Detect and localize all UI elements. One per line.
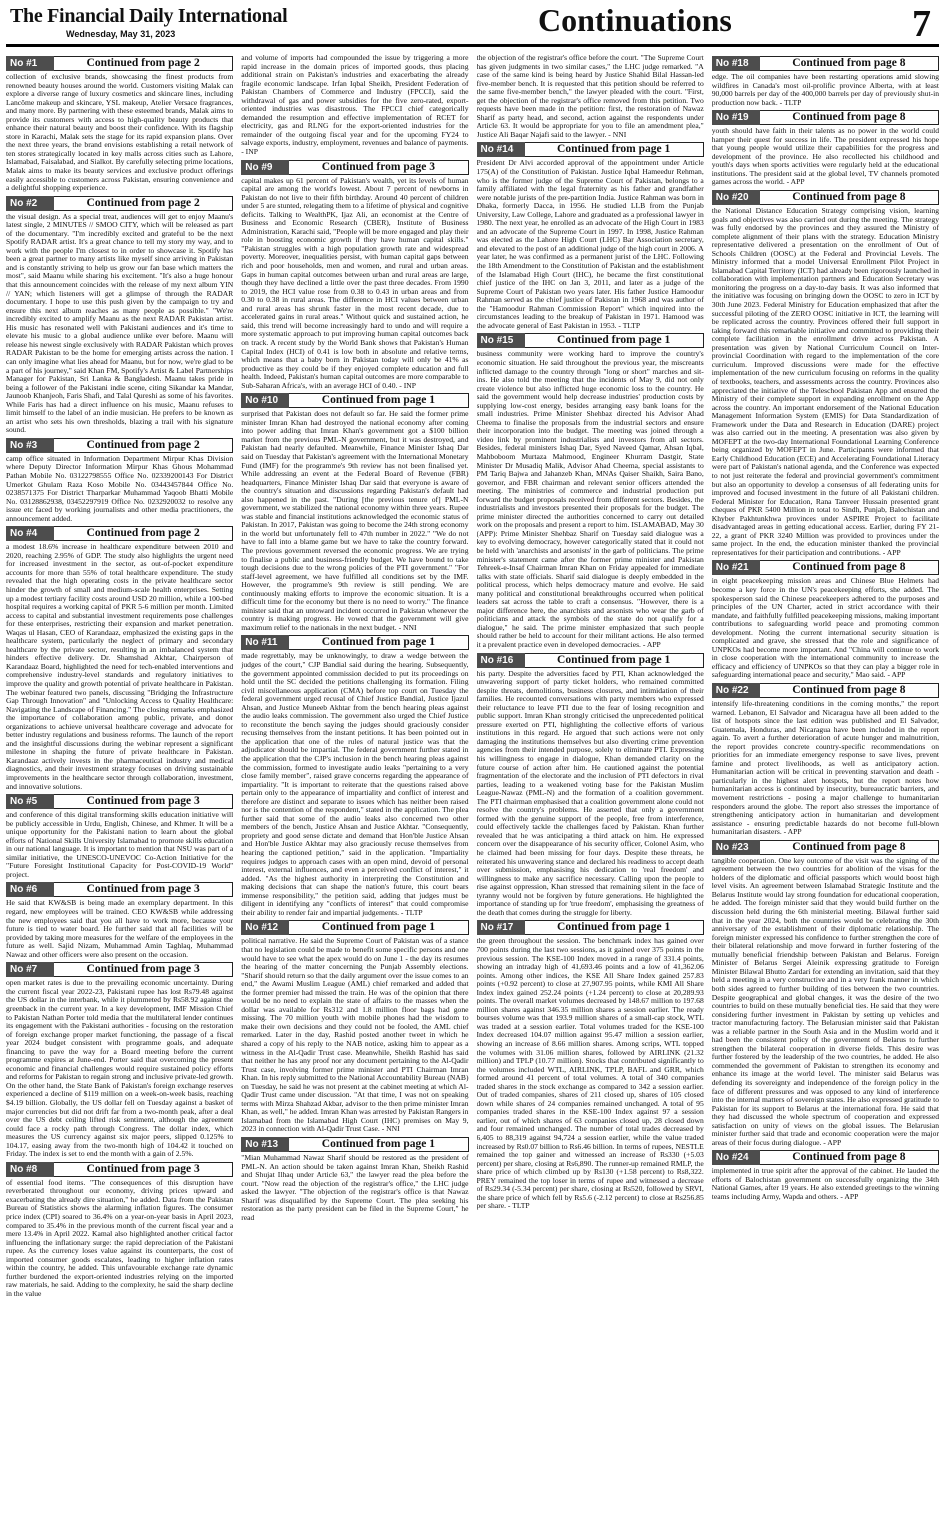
continued-article [477, 142, 704, 330]
continuation-header [6, 438, 233, 453]
continued-from-label: Continued from page 8 [760, 1150, 939, 1165]
article-body: youth should have faith in their talents as no power in the world could hamper their quest for success in life. The president expressed his hope that young people would utilize their capabilities for the progress and development of the province. He also recollected his childhood and youth's days when sports activities were regularly held at the educational institutions. The president said at the global level, TV channels promoted games across the world. - APP [711, 126, 939, 187]
continued-article [241, 54, 468, 157]
article-body: "Mian Muhammad Nawaz Sharif should be restored as the president of PML-N. An action should be taken against Imran Khan, Sheikh Rashid and Shujat Ilhaq under Article 63," the lawyer read the plea before the court. "Now read the objection of the registrar's office," the LHC judge asked the lawyer. "The objection of the registrar's office is that Nawaz Sharif was disqualified by the Supreme Court. The plea seeking his restoration as the party president can be filed in the Supreme Court," he read [241, 1152, 469, 1222]
continued-from-label: Continued from page 3 [289, 160, 468, 175]
article-body: in eight peacekeeping mission areas and Chinese Blue Helmets had become a key force in the UN's peacekeeping efforts, she added. The spokesperson said the Chinese peacekeepers adhered to the purposes and principles of the UN Charter, acted in strict accordance with their mandate, and faithfully fulfilled peacekeeping missions, making important contributions to safeguarding world peace and promoting common development. Noting the current international security situation is complicated and grave, she stressed that the role and significance of UNPKOs had become more important. And "China will continue to work in close cooperation with the international community to increase the efficacy and efficiency of UNPKOs so that they can play a bigger role in safeguarding international peace and security," Mao said. - APP [711, 576, 939, 680]
continued-from-label: Continued from page 2 [54, 56, 233, 71]
article-body: made regrettably, may be unknowingly, to draw a wedge between the judges of the court," CJP Bandial said during the hearing. Subsequently, the government appointed commission decided to put its proceedings on hold until the SC decided the petitions challenging its formation. Filing civil miscellaneous application (CMA) before top court on Tuesday the federal government urged recusal of Chief Justice Bandial, Justice Ijazul Ahsan, and Justice Muneeb Akhtar from the bench hearing pleas against the audio leaks commission. The government also urged the Chief Justice to reconstitute the bench saying the judges should graciously consider recusing themselves from the instant petitions. It has been pointed out in the application that one of the rules of natural justice was that the adjudicator should be impartial. The federal government further stated in the application that the CJP's inclusion in the bench hearing pleas against the commission, formed to investigate audio leaks "pertaining to a very close family member", raised grave concerns regarding the appearance of impartiality. "It is important to reiterate that the questions raised above pertain only to the appearance of impartiality and conflict of interest and therefore are distinct and separate to issues which has neither been raised nor is the contention of the respondent," stated in the application. The plea further said that some of the audio leaks also concerned two other members of the bench, Justice Ahsan and Justice Akhtar. "Consequently, propriety and good sense dictate and demand that Hon'ble Justice Ahsan and Hon'ble Justice Akhtar may also graciously recuse themselves from hearing the captioned petition," said in the application. "Impartiality requires judges to approach cases with an open mind, devoid of personal interest, external influences, and even a perceived conflict of interest," it added. "As the highest authority in interpreting the Constitution and making decisions that can shape the nation's future, this court bears immense responsibility," the petition said, adding that judges must be diligent in identifying any "conflicts of interest" that could compromise their ability to render fair and impartial judgements. - TLTP [241, 651, 469, 917]
continuation-header [477, 653, 704, 668]
continued-article [6, 56, 233, 193]
article-body: edge. The oil companies have been restarting operations amid slowing wildfires in Canada's most oil-prolific province Alberta, with at least 90,000 barrels per day of the 400,000 barrels per day of previously shut-in production now back. - TLTP [711, 72, 939, 107]
continued-from-label: Continued from page 3 [54, 882, 233, 897]
continued-article [712, 1150, 939, 1201]
article-number: No #13 [241, 1137, 289, 1152]
article-body: open market rates is due to the prevailing economic uncertainty. During the current fiscal year 2022-23, Pakistani rupee has lost Rs79.48 against the US dollar in the interbank, while it plummeted by Rs58.92 against the greenback in the current year. In a key development, IMF Mission Chief to Pakistan Nathan Porter told media that the multilateral lender continues its engagement with the Pakistani authorities - focusing on the restoration of foreign exchange proper market functioning, the passage of a fiscal year 2024 budget consistent with programme goals, and adequate financing to pave the way for a Board meeting before the current programme expires at June-end. Porter said that overcoming the present economic and financial challenges would require sustained policy efforts and reforms for Pakistan to regain strong and inclusive private-led growth. On the other hand, the State Bank of Pakistan's foreign exchange reserves experienced a decline of $119 million on a week-on-week basis, reaching $4.19 billion. Globally, the US dollar fell on Tuesday against a basket of major currencies but did not drift far from a two-month peak, after a deal over the US debt ceiling lifted risk sentiment, although the agreement could face a rocky path through Congress. The dollar index, which measures the US currency against six major peers, slipped 0.125% to 104.17, easing away from the two-month high of 104.42 it touched on Friday. The index is set to end the month with a gain of 2.5%. [6, 978, 234, 1159]
article-number: No #20 [712, 190, 760, 205]
continuation-header [477, 333, 704, 348]
continued-from-label: Continued from page 1 [525, 142, 704, 157]
continuation-header [712, 110, 939, 125]
article-number: No #14 [477, 142, 525, 157]
continued-from-label: Continued from page 1 [525, 920, 704, 935]
article-body: a modest 18.6% increase in healthcare expenditure between 2010 and 2020, reaching 2.95% of GDP. The study also highlights the urgent need for increased investment in the sector, as out-of-pocket expenditure accounts for more than 55% of total healthcare expenditure. The study revealed that the high operating costs in the private healthcare sector hinder the growth of small and medium-scale health enterprises. Setting up a modest tertiary facility costs around USD 20 million, while a 100-bed hospital requires a working capital of PKR 5-6 million per month. Limited access to capital and substantial investment requirements pose challenges for these enterprises, restricting their expansion and market penetration. Waqas ul Hasan, CEO of Karandaaz, emphasized the existing gaps in the healthcare system, particularly the neglect of primary and secondary healthcare by the private sector, resulting in an imbalanced system that hinders effective delivery. Dr. Shamshad Akhtar, Chairperson of Karandaaz Board, highlighted the need for tech-enabled interventions and comprehensive industry-level standards and regulatory initiatives to improve the quality and growth potential of private healthcare in Pakistan. The webinar featured two panels, discussing "Bridging the Infrastructure Gap Through Innovation" and "Unlocking Access to Quality Healthcare: Navigating the Landscape of Financing." The closing remarks emphasized the importance of collaboration among public, private, and donor organizations to achieve universal healthcare coverage and advocate for better industry regulations and business reforms. The launch of the report and the insightful discussions during the webinar represent a significant milestone in shaping the future of private healthcare in Pakistan. Karandaaz actively invests in the pharmaceutical industry and medical diagnostics, and their investment strategy focuses on driving sustainable improvements in the healthcare sector through collaboration, investment, and innovative solutions. [6, 542, 234, 791]
column-1 [6, 54, 233, 1529]
article-body: the objection of the registrar's office before the court. "The Supreme Court has given judgments in two similar cases," the LHC judge remarked. "A case of the same kind is being heard by Justice Shahid Bilal Hassan-led five-member bench. It is requested that this petition should be referred to the same five-member bench," the lawyer pleaded with the court. "First, get the objection of the registrar's office removed from this petition. Two requests have been made in the petition: first, the restoration of Nawaz Sharif as party head, and second, action against the respondents under Article 63. It would be appropriate for you to file an amendment plea," Justice Ali Baqar Najafi said to the lawyer. - NNI [476, 54, 704, 139]
continued-from-label: Continued from page 1 [289, 1137, 468, 1152]
continued-article [477, 653, 704, 918]
continued-article [477, 54, 704, 139]
continued-from-label: Continued from page 2 [54, 196, 233, 211]
article-columns [6, 54, 939, 1529]
continued-from-label: Continued from page 1 [289, 393, 468, 408]
issue-date: Wednesday, May 31, 2023 [66, 29, 176, 39]
continued-article [477, 920, 704, 1211]
continuation-header [6, 196, 233, 211]
article-number: No #10 [241, 393, 289, 408]
article-body: business community were working hard to improve the country's economic situation. He said throughout the previous year, the miscreants inflicted damage to the country through "long or short" marches and sit-ins. He also told the meeting that the incidents of May 9, did not only create violence but also inflicted huge economic loss to the country. He said the government would help decrease industries' production costs by supplying low-cost energy, besides arranging easy bank loans for the small industries. Prime Minister Shehbaz directed his Advisor Ahad Cheema to finalise the proposals from the industrial sectors and ensure their incorporation into the budget. The meeting was joined through a video link by prominent industrialists and investors from all sectors. Besides, federal ministers Ishaq Dar, Syed Naveed Qamar, Ahsan Iqbal, Mahboboom Murtaza Mahmood, Engineer Khurram Dastgir, State Minister Dr Musadiq Malik, Advisor Ahad Cheema, special assistants to PM Tariq Bajwa and Jahanzeb Khan, MNAs Qaiser Shaikh, Saira Bano, governor, and FBR chairman and relevant senior officers attended the meeting. The ministries of commerce and industrial production put forward the budget proposals received from different sectors. Besides, the industrialists and investors presented their proposals for the budget. The prime minister directed the authorities concerned to carry out detailed work on the proposals and present a report to him. ISLAMABAD, May 30 (APP): Prime Minister Shehbaz Sharif on Tuesday said dialogue was a key to evolving democracy, however categorically stated that it could not be held with 'anarchists and arsonists' in the garb of politicians. The prime minister's statement came after the former prime minister and Pakistan Tehreek-e-Insaf Chairman Imran Khan on Friday appealed for immediate talks with state officials. Sharif said dialogue is deeply embedded in the political process, which helps democracy mature and evolve. He said many political and constitutional breakthroughs occurred when political leaders sat across the table to craft a consensus. "However, there is a major difference here, the anarchists and arsonists who wear the garb of politicians and attack the symbols of the state do not qualify for a dialogue," he said. The prime minister emphasized that such people should rather be held to account for their militant actions. He also termed it a prevalent practice even in developed democracies. - APP [476, 349, 704, 649]
continued-article [6, 962, 233, 1158]
continued-from-label: Continued from page 8 [760, 190, 939, 205]
continued-article [6, 794, 233, 879]
continuation-header [712, 1150, 939, 1165]
continuation-header [712, 840, 939, 855]
article-number: No #8 [6, 1162, 54, 1177]
continuation-header [477, 920, 704, 935]
newspaper-name: The Financial Daily International [10, 5, 288, 27]
continued-from-label: Continued from page 8 [760, 110, 939, 125]
continued-from-label: Continued from page 8 [760, 560, 939, 575]
continued-article [6, 526, 233, 791]
section-title: Continuations [538, 2, 732, 38]
article-body: intensify life-threatening conditions in the coming months," the report warned. Lebanon, El Salvador and Nicaragua have all been added to the list of hotspots since the last edition was published and El Salvador, Guatemala, Honduras, and Nicaragua have been included in the report again. To avert a further deterioration of acute hunger and malnutrition, the report provides concrete country-specific recommendations on priorities for an immediate emergency response to save lives, prevent famine and protect livelihoods, as well as anticipatory action. Humanitarian action will be critical in preventing starvation and death - particularly in the highest alert hotspots, but the report notes how humanitarian access is continued by insecurity, bureaucratic barriers, and movement restrictions - posing a major challenge to humanitarian responders around the globe. The report also stresses the importance of strengthening anticipatory action in humanitarian and development assistance - ensuring predictable hazards do not become full-blown humanitarian disasters. - APP [711, 699, 939, 837]
continued-from-label: Continued from page 3 [54, 794, 233, 809]
continuation-header [241, 920, 468, 935]
continued-from-label: Continued from page 3 [54, 962, 233, 977]
article-number: No #7 [6, 962, 54, 977]
continued-article [6, 882, 233, 959]
article-number: No #3 [6, 438, 54, 453]
masthead [6, 0, 939, 47]
article-body: collection of exclusive brands, showcasing the finest products from renowned beauty houses around the world. Customers visiting Malak can explore a diverse range of luxury cosmetics and skincare lines, including Lancôme makeup and skincare, YSL makeup, Atelier Versace fragrances, and many more. By partnering with these esteemed brands, Malak aims to provide its customers with access to high-quality beauty products that enhance their natural beauty and boost their confidence. With its flagship store in Karachi, Malak sets the stage for its rapid expansion plans. Over the next three years, the brand envisions establishing a retail network of ten stores strategically located in key malls across cities such as Lahore, Islamabad, Faisalabad, and Sialkot. By carefully selecting prime locations, Malak aims to make its beauty services and exclusive product offerings easily accessible to customers across Pakistan, ensuring convenience and a delightful shopping experience. [6, 72, 234, 193]
article-body: the National Distance Education Strategy comprising vision, learning goals and objectives was also carried out during the meeting. The strategy was fully endorsed by the provinces and they assured the Ministry of complete alignment of their plans with the strategy. Education Ministry representative delivered a presentation on the enrollment of Out of Schools Children (OOSC) at the Federal and Provincial Levels. The Ministry informed that a model Universal Enrollment Pilot Project in Islamabad Capital Territory (ICT) had already been rigorously launched in collaboration with implementation partners and Education Secretary was monitoring the progress on a day-to-day basis. It was also informed that the initiative was focusing on bringing down the OOSC to zero in ICT by 30th June 2023. Federal Ministry for Education emphasized that after the successful piloting of the ZERO OOSC initiative in ICT, the learning will be replicated across the country. Provinces offered their full support in taking forward this remarkable initiative and committed to providing their complete facilitation in the enrollment drive across Pakistan. A presentation was given by National Curriculum Council on Inter-provincial Coordination with regard to the implementation of the core curriculum. Improved discussions were made for the effective implementation of the new curriculum focusing on reforms in the quality of textbooks, teachers, and assessments across the country. Provinces also appreciated the initiative of the Teleschool Pakistan App and ensured the Ministry of their complete support in expanding enrollment on the App across the country. An important endorsement of the National Education Management Information System (EMIS) for Data Standardization of Framework under the Data and Research in Education (DARE) project was also carried out in the meeting. A presentation was also given by MOFEPT at the two-day International Foundational Learning Conference being organized by MOFEPT in June. Participants were informed that Early Childhood Education (ECE) and Accelerating Foundational Literacy were part of Pakistan's national agenda, and the Conference was expected to not just reiterate the federal and provincial government's commitment but also an opportunity to develop a consensus of all federating units for improved and focused investment in the future of all Pakistani children. Federal Minister for Education, Rana Tanveer Hussain presented grant cheques of PKR 5400 Million in total to Sindh, Punjab, Balochistan and Khyber Pakhtunkhwa provinces under ASPIRE Project to facilitate disadvantaged areas in getting educational access. Earlier, during FY 21-22, a grant of PKR 3240 Million was provided to provinces under the same project. In the end, the education minister thanked the provincial representatives for their participation and contributions. - APP [711, 206, 939, 557]
continuation-header [241, 160, 468, 175]
continued-from-label: Continued from page 2 [54, 438, 233, 453]
article-number: No #18 [712, 56, 760, 71]
continued-from-label: Continued from page 1 [525, 333, 704, 348]
continued-from-label: Continued from page 8 [760, 683, 939, 698]
continued-article [241, 393, 468, 632]
continued-article [712, 110, 939, 187]
continued-article [477, 333, 704, 649]
continued-article [241, 1137, 468, 1222]
article-number: No #6 [6, 882, 54, 897]
continued-article [712, 56, 939, 107]
continued-article [241, 920, 468, 1134]
column-3 [477, 54, 704, 1529]
article-number: No #24 [712, 1150, 760, 1165]
article-number: No #11 [241, 635, 289, 650]
article-number: No #15 [477, 333, 525, 348]
continuation-header [241, 635, 468, 650]
continuation-header [712, 56, 939, 71]
continued-from-label: Continued from page 1 [289, 920, 468, 935]
continued-article [6, 1162, 233, 1299]
article-body: President Dr Alvi accorded approval of the appointment under Article 175(A) of the Constitution of Pakistan. Justice Iqbal Hameedur Rehman, who is the former judge of the Supreme Court of Pakistan, belongs to a family affiliated with the legal fraternity as his father and grandfather were notable jurists of the pre-partition India. Justice Rahman was born in Dhaka, formerly Dacca, in 1956. He studied LLB from the Punjab University, Law College, Lahore and graduated as a professional lawyer in 1980. The next year, he enrolled as an advocate of the High Court in 1983 and an advocate of the Supreme Court in 1997. In 1998, Justice Rahman was elected as the Lahore High Court (LHC) Bar Association secretary, and elevated to the post of an additional judge of the high court in 2006. A year later, he was confirmed as a permanent jurist of the LHC. Following the 18th Amendment to the Constitution of Pakistan and the establishment of the Islamabad High Court (IHC), he became the first constitutional chief justice of the IHC on Jan 3, 2011, and later as a judge of the Supreme Court of Pakistan two years later. His father Justice Hamoodur Rahman served as the chief justice of Pakistan in 1968 and was author of the "Hamoodur Rahman Commission Report" which inquired into the circumstances leading to the breakup of Pakistan in 1971. Hamood was the advocate general of East Pakistan in 1953. - TLTP [476, 158, 704, 330]
continued-article [712, 683, 939, 837]
continued-from-label: Continued from page 8 [760, 840, 939, 855]
article-body: surprised that Pakistan does not default so far. He said the former prime minister Imran Khan had destroyed the national economy after coming into power adding that Imran Khan's government got a $100 billion market from the previous PML-N government, but it was destroyed, and Pakistan had nearly defaulted. Meanwhile, Finance Minister Ishaq Dar said on Tuesday that Pakistan's agreement with the International Monetary Fund (IMF) for the programme's 9th review has not been finalised yet. While addressing an event at the Federal Board of Revenue (FBR) headquarters, Finance Minister Ishaq Dar said that everyone is aware of the country's situation and discussions regarding Pakistan's default had also happened in the past. "During [the previous tenure of] PML-N government, we stabilized the national economy within three years. Rupee was stable and financial institutions acknowledged the economic status of Pakistan. In 2017, Pakistan was going to become the 24th strong economy in the world but unfortunately fell to 47th number in 2022." "We do not have to fall into a blame game but we have to take the country forward. The previous government reversed the economic progress. We are trying to finalise a public and business-friendly budget. We have bound to take tough decisions due to the wrong policies of the PTI government." "For staff-level agreement, we have fulfilled all conditions set by the IMF. However, the programme's 9th review is still pending. We are continuously making efforts to improve the economic situation. It is a difficult time for the economy but there is no need to worry." The finance minister said that an untoward incident occurred in Pakistan whenever the country is making progress. He vowed that the government will give maximum relief to the nationals in the next budget. - NNI [241, 409, 469, 632]
article-body: of essential food items. "The consequences of this disruption have reverberated throughout our economy, driving prices upward and exacerbating the already dire situation," he added. Data from the Pakistan Bureau of Statistics shows the alarming inflation figures. The consumer price index (CPI) soared to 36.4% on a year-on-year basis in April 2023, compared to 35.4% in the previous month of the current fiscal year and a mere 13.4% in April 2022. Kamal also highlighted another critical factor influencing the inflationary surge: the rapid depreciation of the Pakistani rupee. As the currency loses value against its counterparts, the cost of imported consumer goods escalates, leading to higher inflation rates within the country, he added. This unfavourable exchange rate dynamic further burdened the export-oriented industries relying on the imported raw materials, he said. Adding to the complexity, he said the sharp decline in the value [6, 1177, 234, 1298]
article-number: No #5 [6, 794, 54, 809]
continuation-header [6, 962, 233, 977]
article-number: No #23 [712, 840, 760, 855]
continuation-header [477, 142, 704, 157]
continuation-header [712, 683, 939, 698]
article-body: the green throughout the session. The benchmark index has gained over 700 points during the last two sessions, as it gained over 375 points in the previous session. The KSE-100 Index moved in a range of 331.4 points, showing an intraday high of 41,693.46 points and a low of 41,362.06 points. Among other indices, the KSE All Share Index gained 257.83 points (+0.92 percent) to close at 27,907.95 points, while KMI All Share Index index gained 252.24 points (+1.24 percent) to close at 20,289.93 points. The overall market volumes decreased by 148.67 million to 197.68 million shares against 346.35 million shares a session earlier. The ready bourses volume was that 193.9 million shares of a small-cap stock, WTL was traded at a session earlier. Total volumes traded for the KSE-100 Index decreased 104.07 million against 95.47 million a session earlier, showing an increase of 8.66 million shares. Among scrips, WTL topped the volumes with 31.06 million shares, followed by AIRLINK (21.32 million) and TPLP (10.77 million). Stocks that contributed significantly to the volumes included WTL, AIRLINK, TPLP, BAFL and GRR, which formed around 41 percent of total volumes. A total of 340 companies traded shares in the stock exchange as compared to 342 a session earlier. Out of traded companies, shares of 211 closed up, shares of 105 closed down while shares of 24 companies remained unchanged. A total of 95 companies traded shares in the KSE-100 Index against 97 a session earlier, out of which shares of 63 companies closed up, 28 closed down and four remained unchanged. The number of total trades decreased by 6,405 to 88,319 against 94,724 a session earlier, while the value traded increased by Rs0.07 billion to Rs6.46 billion. In terms of rupees, NESTLE remained the top gainer and witnessed an increase of Rs330 (+5.03 percent) per share, closing at Rs6,890. The runner-up remained RMLP, the share price of which climbed up by Rs130 (+1.58 percent) to Rs8,322. PREY remained the top loser in terms of rupee and witnessed a decrease of Rs29.34 (-5.34 percent) per share, closing at Rs520, followed by SRVI, the share price of which fell by Rs5.6 (-2.12 percent) to close at Rs256.85 per share. - TLTP [476, 936, 704, 1211]
continued-article [6, 196, 233, 435]
column-2 [241, 54, 468, 1529]
continuation-header [6, 56, 233, 71]
article-body: camp office situated in Information Department Mirpur Khas Division where Deputy Director Information Mirpur Khas Ghous Mohammad Pathan Mobile No. 03122798555 Office No. 02339200143 For District Umerkot Ghulam Raza Koso Mobile No. 03443457844 Office No. 0238571375 For District Tharparkar Muhammad Yaqoob Bhatti Mobile No. 03128862938, 03452297919 Office No. 0232920032 to resolve any issue etc faced by working journalists and other media practitioners, the announcement added. [6, 453, 234, 523]
continuation-header [712, 560, 939, 575]
continued-from-label: Continued from page 3 [54, 1162, 233, 1177]
article-body: capital makes up 61 percent of Pakistan's wealth, yet its levels of human capital are among the world's lowest. About 7 percent of newborns in Pakistan do not live to their fifth birthday. Around 40 percent of children under 5 are stunted, relegating them to a lifetime of physical and cognitive deficits. Talking to WealthPK, Ijaz Ali, an economist at the Centre of Business and Economic Research (CBER), Institute of Business Administration, Karachi said, "People will be more engaged and play their role in boosting economic growth if they have human capital skills." "Pakistan struggles with a high population growth rate and widespread poverty. Moreover, inequalities persist, with human capital gaps between rich and poor households, men and women, and rural and urban areas. Gaps in human capital outcomes between urban and rural areas are large, though they have declined a little over the past three decades. From 1990 to 2019, the HCI value rose from 0.38 to 0.43 in urban areas and from 0.30 to 0.38 in rural areas. The difference in HCI values between urban and rural areas has shrunk faster in the most recent decade, due to accelerated gains in rural areas." Without quick and sustained action, he said, this trend will become increasingly hard to undo and will require a more systematic approach to put improving human capital outcomes back on track. A recent study by the World Bank shows that Pakistan's Human Capital Index (HCI) of 0.41 is low both in absolute and relative terms, which means that a baby born in Pakistan today will only be 41% as productive as they could be if they enjoyed complete education and full health. Indeed, Pakistan's human capital outcomes are more comparable to Sub-Saharan Africa's, with an average HCI of 0.40. - INP [241, 175, 469, 390]
continuation-header [6, 882, 233, 897]
continued-article [712, 840, 939, 1148]
article-body: implemented in true spirit after the approval of the cabinet. He lauded the efforts of Balochistan government on successfully organizing the 34th National Games, after 19 years. He also extended greetings to the winning teams including Army, Wapda and others. - APP [711, 1166, 939, 1201]
article-number: No #21 [712, 560, 760, 575]
article-number: No #12 [241, 920, 289, 935]
article-body: the visual design. As a special treat, audiences will get to enjoy Maanu's latest single, 2 MINUTES // SMOO CITY, which will be released as part of the documentary. "I'm incredibly excited and grateful to be the next Spotify RADAR artist. It's a great chance to tell my story my way, and to work with the people I'm closest to in order to showcase it. Spotify has been a great partner to many artists like myself since arriving in Pakistan and is constantly striving to help us grow our fan base which matters the most", said Maanu while sharing his excitement. "It's also a huge honour that this announcement coincides with the release of my next album YIN // YAN; which listeners will get a glimpse of through the RADAR documentary. I hope to use this push given by the campaign to try and ensure this next album reaches as many people as possible." "We're incredibly excited to amplify Maanu as the next RADAR Pakistan artist. His music has resonated well with Pakistani audiences and it's time to elevate his music to a global audience unlike ever before. Maanu will release his newest single exclusively with RADAR Pakistan which proves RADAR Pakistan to be the home for emerging artists across the nation. I can only imagine what lies ahead for Maanu, but for now, we're glad to be a part of his journey," said Khan FM, Spotify's Artist & Label Partnerships Manager for Pakistan, Sri Lanka & Bangladesh. Maanu takes pride in being a follower of the Pakistani indie scene, citing Sikandar ka Mandar, Jaunoob Khanjeoh, Faris Shafi, and Talal Qureshi as some of his favorites. While Faris has had a direct influence on his music, Maanu refuses to limit himself to the label of an indie musician. He prefers to be known as an artist who sets his own thresholds, blazing a trail with his signature sound. [6, 211, 234, 435]
article-number: No #1 [6, 56, 54, 71]
article-body: He said that KW&SB is being made an exemplary department. In this regard, new employees will be trained. CEO KW&SB while addressing the new employees said that you all have to work more, because your future is tied to water board. He further said that all facilities will be provided by taking more measures for the welfare of the employees in the future as well. Sajid Nizam, Muhammad Amin Taghlaq, Muhammad Nawaz and other officers were also present on the occasion. [6, 898, 234, 959]
continued-article [712, 560, 939, 680]
article-number: No #22 [712, 683, 760, 698]
article-number: No #19 [712, 110, 760, 125]
article-number: No #16 [477, 653, 525, 668]
article-number: No #9 [241, 160, 289, 175]
continuation-header [241, 393, 468, 408]
continued-article [6, 438, 233, 523]
article-body: and volume of imports had compounded the issue by triggering a more rapid increase in the domain prices of imported goods, thus placing additional strain on Pakistan's industries and exacerbating the already fragile economic landscape. Irfan Iqbal Sheikh, President Federation of Pakistan Chambers of Commerce and Industry (FPCCI), said the withdrawal of gas and power subsidies for the five zero-rated, export-oriented industries was disastrous. The FPCCI chief categorically demanded the resumption and effective implementation of RCET for electricity, gas and RLNG for the export-oriented industries for the remainder of the outgoing fiscal year and for the upcoming FY24 to salvage exports, industry, employment, revenues and balance of payments. - INP [241, 54, 469, 157]
continuation-header [6, 1162, 233, 1177]
article-number: No #4 [6, 526, 54, 541]
continued-from-label: Continued from page 8 [760, 56, 939, 71]
article-number: No #2 [6, 196, 54, 211]
article-number: No #17 [477, 920, 525, 935]
continued-article [241, 635, 468, 917]
continuation-header [6, 794, 233, 809]
continued-article [241, 160, 468, 391]
page-number: 7 [912, 3, 931, 45]
article-body: tangible cooperation. One key outcome of the visit was the signing of the agreement between the two countries for abolition of the visas for the holders of the diplomatic and official passports which would boost high level visits. An agreement between Islamabad Strategic Institute and the Belarus Institute would lay strong foundation for educational cooperation, he added. The foreign minister said that they would build further on the discussion held during the 6th ministerial meeting. Bilawal further said that in the year 2024, both the countries would be celebrating the 30th anniversary of the establishment of their diplomatic relationship. The foreign minister expressed his confidence to further strengthen the core of their bilateral relationship and move forward in further fostering of the mutually beneficial friendship between Pakistan and Belarus. Foreign Minister of Belarus Sergei Aleinik expressing gratitude to Foreign Minister Bilawal Bhutto Zardari for extending an invitation, said that they held a meeting in a very constructive and in a very frank manner in which both sides agreed to further building of ties between the two countries. Despite geographical and global changes, it was the desire of the two countries to build on these mutually beneficial ties. He said that they were considering further investment in Pakistan by setting up vehicles and tractor manufacturing factory. The Belarusian minister said that Pakistan was a reliable partner in the South Asia and in the Muslim world and it had been the consistent policy of the government of Belarus to further strengthen the bilateral cooperation in diverse fields. This desire was further fostered by the leadership of the two countries, he added. He also commended the government of Pakistan to strengthen its economy and enhance its image at the world level. The minister said Belarus was defending its sovereignty and independence of the foreign policy in the face of different pressures and was opposed to any kind of interference into the internal matters of sovereign states. He also expressed gratitude to Pakistan for its support to Belarus at the international fora. He said that they had discussed the whole spectrum of cooperation and expressed satisfaction on unity of views on the global issues. The Belarusian minister further said that trade and economic cooperation were the major areas of their focus during dialogue. - APP [711, 855, 939, 1147]
continued-from-label: Continued from page 1 [289, 635, 468, 650]
continued-article [712, 190, 939, 557]
continuation-header [241, 1137, 468, 1152]
article-body: and conference of this digital transforming skills education initiative will be publicly accessible in Urdu, English, Chinese, and Khmer. It will be a unique opportunity for the Pakistani nation to learn about the global efforts of National Skills University Islamabad to promote skills education in our national language. It is important to mention that NSU was part of a similar initiative, the UNESCO-UNEVOC Co-Action Initiative for the "Future Foresight Institutional Capacity for Post-COVID-19 World" project. [6, 810, 234, 879]
continuation-header [6, 526, 233, 541]
article-body: his party. Despite the adversities faced by PTI, Khan acknowledged the unwavering support of party ticket holders, who remained committed despite threats, demolitions, business closures, and intimidation of their families. He recounted conversations with party members who expressed their reluctance to leave PTI due to the fear of losing recognition and public support. Imran Khan strongly criticised the unprecedented political pressure exerted on PTI, highlighting the collective efforts of various institutions in this regard. He argued that such actions were not only damaging the institutions themselves but also diverting crime prevention agencies from their intended purpose, solely to eliminate PTI. Expressing his willingness to engage in dialogue, Khan demanded clarity on the future course of action after him. He cautioned against the potential fragmentation of the electorate and the inclusion of PTI defectors in rival parties, leading to a weakened voting base for the Pakistan Muslim League-Nawaz (PML-N) and the formation of a coalition government. The PTI chairman emphasised that a coalition government alone could not resolve the country's problems. He asserted that only a government formed with the genuine support of the people, free from interference, could effectively tackle the challenges faced by Pakistan. Khan further revealed that he was anticipating a third attack on him. He expressed concern over the disappearance of his security officer, Colonel Asim, who he claimed had been missing for four days. Despite these threats, he reiterated his unwavering stance and declared his readiness to accept death over submission, emphasising his dedication to 'real freedom' and willingness to make any sacrifice necessary. Calling upon the people to rise against oppression, Khan stressed that remaining silent in the face of tyranny would not be forgiven by future generations. He highlighted the importance of standing up for 'true freedom', emphasising the greatness of the death that comes during the struggle for liberty. [476, 668, 704, 917]
continuation-header [712, 190, 939, 205]
continued-from-label: Continued from page 2 [54, 526, 233, 541]
continued-from-label: Continued from page 1 [525, 653, 704, 668]
column-4 [712, 54, 939, 1529]
article-body: political narrative. He said the Supreme Court of Pakistan was of a stance that no legislation could be made to benefit some specific persons and one would have to see what the apex would do on June 1 - the day its resumes the hearing of the matter concerning the Punjab Assembly elections. "Sharif should return so that the daily argument over the issue comes to an end," the Awami Muslim League (AML) chief remarked and added that the former premier had missed the train. He was of the opinion that there would be no need to explain the state of affairs to the masses when the dollar was available for Rs312 and 1.8 million floor bags had gone missing. The 70 million youth with mobile phones had the wisdom to make their own decisions and they could not be fooled, the AML chief remarked. Later in the day, Rashid posted another tweet in which he shared a copy of his reply to the NAB notice, asking him to appear as a witness in the Al-Qadir Trust case. Meanwhile, Sheikh Rashid has said that neither he has any proof nor any document pertaining to the Al-Qadir Trust case, involving former prime minister and PTI Chairman Imran Khan. In his reply submitted to the National Accountability Bureau (NAB) on Tuesday, he said he was not present at the cabinet meeting at which Al-Qadir Trust came under discussion. "At that time, I was not on speaking terms with Mirza Shahzad Akbar, advisor to the then prime minister Imran Khan, as well," he added. Imran Khan was arrested by Pakistan Rangers in Islamabad from the Islamabad High Court (IHC) premises on May 9, 2023 in connection with Al-Qadir Trust Case. - NNI [241, 936, 469, 1134]
